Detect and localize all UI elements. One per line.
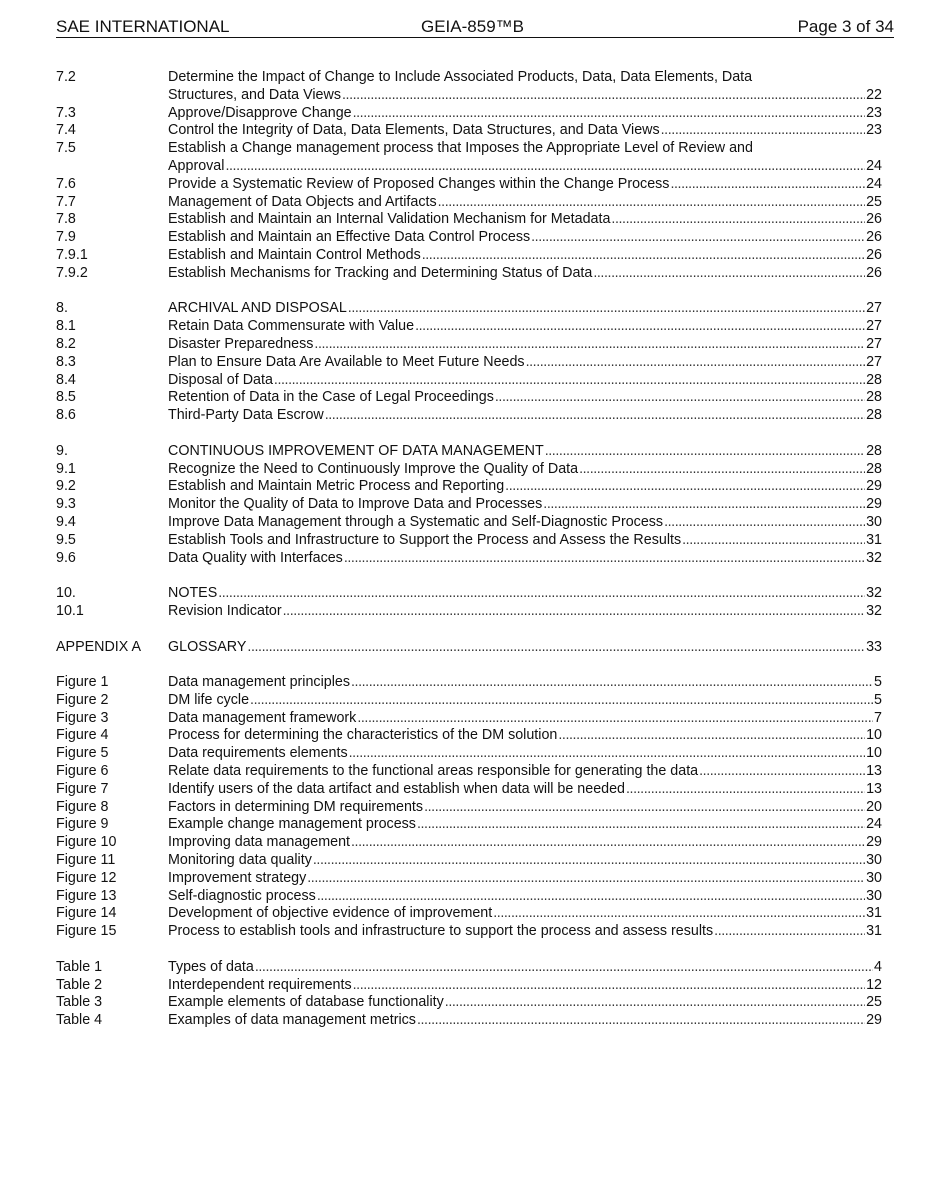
- toc-entry-title: Examples of data management metrics: [168, 1012, 416, 1029]
- dot-leader: [353, 105, 866, 123]
- toc-entry-number: Figure 1: [56, 674, 109, 691]
- toc-entry[interactable]: [56, 639, 882, 657]
- toc-entry[interactable]: [56, 443, 882, 461]
- toc-entry-title: Example elements of database functionality: [168, 994, 444, 1011]
- toc-entry-page: 28: [866, 407, 882, 424]
- toc-entry-page: 27: [866, 353, 882, 370]
- dot-leader: [670, 176, 865, 194]
- dot-leader: [307, 870, 865, 888]
- toc-entry-title: Retention of Data in the Case of Legal Proceedings: [168, 389, 494, 406]
- toc-entry-title: Determine the Impact of Change to Include Associated Products, Data, Data Elements, Data: [168, 69, 753, 85]
- toc-entry-page: 4: [874, 958, 882, 975]
- toc-section: [56, 959, 882, 1030]
- toc-entry-number: 9.: [56, 442, 68, 459]
- dot-leader: [495, 389, 865, 407]
- toc-entry-number: Table 2: [56, 976, 103, 993]
- toc-entry-page: 23: [866, 122, 882, 139]
- toc-section: [56, 69, 882, 283]
- toc-entry-page: 13: [866, 763, 882, 780]
- toc-entry-title: Data management principles: [168, 674, 350, 691]
- dot-leader: [317, 888, 865, 906]
- toc-entry-number: 8.: [56, 300, 68, 317]
- toc-entry-title: Retain Data Commensurate with Value: [168, 318, 415, 335]
- dot-leader: [351, 834, 865, 852]
- dot-leader: [351, 674, 873, 692]
- toc-entry-number: APPENDIX A: [56, 638, 142, 655]
- dot-leader: [714, 923, 865, 941]
- dot-leader: [314, 336, 865, 354]
- toc-entry-number: Figure 2: [56, 691, 109, 708]
- toc-entry-title: Establish and Maintain an Internal Validation Mechanism for Metadata: [168, 211, 611, 228]
- toc-entry[interactable]: [56, 852, 882, 870]
- toc-entry[interactable]: [56, 585, 882, 603]
- toc-entry[interactable]: [56, 407, 882, 425]
- toc-entry-title: Improve Data Management through a Systematic and Self-Diagnostic Process: [168, 513, 664, 530]
- toc-entry-page: 31: [866, 923, 882, 940]
- toc-section: [56, 639, 882, 657]
- toc-entry-title: Relate data requirements to the functional areas responsible for generating the data: [168, 763, 699, 780]
- toc-entry[interactable]: [56, 674, 882, 692]
- toc-entry-title: Data management framework: [168, 709, 357, 726]
- toc-entry-number: Figure 15: [56, 923, 117, 940]
- toc-entry[interactable]: [56, 229, 882, 247]
- toc-entry-title: Example change management process: [168, 816, 416, 833]
- toc-entry-number: 10.: [56, 585, 76, 602]
- toc-entry[interactable]: [56, 194, 882, 212]
- toc-entry-page: 26: [866, 264, 882, 281]
- dot-leader: [531, 229, 865, 247]
- toc-entry-title: Interdependent requirements: [168, 976, 352, 993]
- toc-entry-title: Improvement strategy: [168, 869, 307, 886]
- toc-entry-number: Figure 8: [56, 798, 109, 815]
- table-of-contents: [56, 69, 882, 1048]
- toc-entry-number: 9.5: [56, 531, 76, 548]
- toc-entry-page: 29: [866, 834, 882, 851]
- toc-entry[interactable]: [56, 122, 882, 140]
- toc-entry-title: Revision Indicator: [168, 602, 282, 619]
- toc-entry[interactable]: [56, 140, 882, 176]
- dot-leader: [664, 514, 865, 532]
- toc-entry-page: 30: [866, 887, 882, 904]
- dot-leader: [699, 763, 865, 781]
- dot-leader: [357, 710, 873, 728]
- dot-leader: [415, 318, 865, 336]
- toc-entry[interactable]: [56, 354, 882, 372]
- toc-entry-number: 7.8: [56, 211, 76, 228]
- dot-leader: [313, 852, 865, 870]
- dot-leader: [626, 781, 865, 799]
- toc-entry-number: 7.2: [56, 69, 76, 85]
- toc-entry-number: Figure 6: [56, 763, 109, 780]
- toc-entry[interactable]: [56, 105, 882, 123]
- toc-entry-page: 32: [866, 585, 882, 602]
- toc-entry-number: 7.6: [56, 175, 76, 192]
- toc-entry-title: Third-Party Data Escrow: [168, 407, 324, 424]
- toc-entry-number: 10.1: [56, 602, 84, 619]
- toc-entry-title: Control the Integrity of Data, Data Elements, Data Structures, and Data Views: [168, 122, 660, 139]
- toc-entry[interactable]: [56, 781, 882, 799]
- toc-entry-page: 32: [866, 549, 882, 566]
- toc-entry-title: DM life cycle: [168, 691, 250, 708]
- toc-entry-number: 8.4: [56, 371, 76, 388]
- dot-leader: [225, 158, 865, 176]
- toc-entry-page: 31: [866, 905, 882, 922]
- toc-entry-title: Structures, and Data Views: [168, 86, 341, 103]
- toc-entry-title: Establish Mechanisms for Tracking and Determining Status of Data: [168, 264, 593, 281]
- toc-entry-title: Data Quality with Interfaces: [168, 549, 343, 566]
- toc-entry-page: 5: [874, 691, 882, 708]
- toc-entry-number: Figure 3: [56, 709, 109, 726]
- page-number: Page 3 of 34: [797, 17, 894, 36]
- dot-leader: [349, 745, 866, 763]
- toc-entry-title: CONTINUOUS IMPROVEMENT OF DATA MANAGEMENT: [168, 442, 544, 459]
- toc-entry-number: 9.1: [56, 460, 76, 477]
- toc-entry-title: Types of data: [168, 958, 254, 975]
- toc-entry-title: Process for determining the characteristics of the DM solution: [168, 727, 558, 744]
- toc-entry[interactable]: [56, 603, 882, 621]
- toc-entry-page: 26: [866, 229, 882, 246]
- toc-entry-page: 28: [866, 389, 882, 406]
- dot-leader: [593, 265, 865, 283]
- document-id: GEIA-859™B: [421, 17, 524, 36]
- toc-entry-number: 7.4: [56, 122, 76, 139]
- toc-entry-page: 5: [874, 674, 882, 691]
- toc-entry-title: Establish a Change management process that Imposes the Appropriate Level of Review and: [168, 140, 753, 157]
- toc-entry-page: 31: [866, 531, 882, 548]
- toc-entry-title: ARCHIVAL AND DISPOSAL: [168, 300, 347, 317]
- dot-leader: [558, 727, 865, 745]
- toc-entry[interactable]: [56, 870, 882, 888]
- toc-entry[interactable]: [56, 265, 882, 283]
- toc-entry[interactable]: [56, 211, 882, 229]
- toc-entry-page: 7: [874, 709, 882, 726]
- toc-entry-title: Disposal of Data: [168, 371, 273, 388]
- toc-entry-page: 30: [866, 852, 882, 869]
- toc-entry-page: 28: [866, 371, 882, 388]
- toc-entry-page: 27: [866, 300, 882, 317]
- toc-entry-number: Figure 5: [56, 745, 109, 762]
- toc-entry-page: 22: [866, 86, 882, 103]
- toc-entry-page: 30: [866, 869, 882, 886]
- dot-leader: [493, 905, 865, 923]
- toc-entry-number: 9.2: [56, 478, 76, 495]
- toc-entry-number: 8.5: [56, 389, 76, 406]
- dot-leader: [255, 959, 873, 977]
- toc-entry[interactable]: [56, 977, 882, 995]
- toc-entry[interactable]: [56, 176, 882, 194]
- toc-entry-number: 9.3: [56, 496, 76, 513]
- dot-leader: [274, 372, 865, 390]
- toc-entry-number: 8.2: [56, 335, 76, 352]
- toc-entry-number: Figure 10: [56, 834, 117, 851]
- dot-leader: [417, 816, 865, 834]
- toc-entry[interactable]: [56, 923, 882, 941]
- toc-entry-page: 26: [866, 246, 882, 263]
- toc-section: [56, 674, 882, 941]
- toc-entry[interactable]: [56, 745, 882, 763]
- toc-entry-number: 7.9.2: [56, 264, 88, 281]
- dot-leader: [342, 87, 865, 105]
- dot-leader: [247, 639, 865, 657]
- page-header: [56, 16, 894, 38]
- toc-entry-page: 32: [866, 602, 882, 619]
- toc-entry-title: Disaster Preparedness: [168, 335, 314, 352]
- toc-entry[interactable]: [56, 959, 882, 977]
- toc-entry-page: 25: [866, 193, 882, 210]
- toc-entry[interactable]: [56, 69, 882, 105]
- toc-entry-title: Approve/Disapprove Change: [168, 104, 352, 121]
- toc-entry-page: 24: [866, 816, 882, 833]
- toc-entry-title: Monitoring data quality: [168, 852, 312, 869]
- toc-entry-page: 29: [866, 496, 882, 513]
- toc-entry-page: 29: [866, 1012, 882, 1029]
- toc-entry[interactable]: [56, 816, 882, 834]
- toc-section: [56, 585, 882, 621]
- toc-entry-number: Figure 13: [56, 887, 117, 904]
- toc-entry-number: 7.9.1: [56, 246, 88, 263]
- toc-entry-page: 10: [866, 727, 882, 744]
- toc-entry-number: Table 4: [56, 1012, 103, 1029]
- dot-leader: [611, 211, 865, 229]
- toc-entry-title: Plan to Ensure Data Are Available to Meet Future Needs: [168, 353, 525, 370]
- dot-leader: [344, 550, 865, 568]
- dot-leader: [218, 585, 865, 603]
- toc-entry-title: Establish Tools and Infrastructure to Support the Process and Assess the Results: [168, 531, 682, 548]
- toc-entry[interactable]: [56, 461, 882, 479]
- toc-entry-title: Establish and Maintain an Effective Data Control Process: [168, 229, 531, 246]
- dot-leader: [325, 407, 865, 425]
- toc-entry[interactable]: [56, 389, 882, 407]
- toc-entry-page: 28: [866, 442, 882, 459]
- toc-entry-number: 8.6: [56, 407, 76, 424]
- toc-entry-number: Figure 12: [56, 869, 117, 886]
- dot-leader: [445, 994, 865, 1012]
- toc-entry-title: Provide a Systematic Review of Proposed Changes within the Change Process: [168, 175, 670, 192]
- toc-entry-title: Improving data management: [168, 834, 350, 851]
- toc-entry-page: 12: [866, 976, 882, 993]
- toc-entry-page: 27: [866, 318, 882, 335]
- toc-entry[interactable]: [56, 247, 882, 265]
- toc-entry-page: 27: [866, 335, 882, 352]
- toc-entry-number: Figure 4: [56, 727, 109, 744]
- dot-leader: [283, 603, 865, 621]
- toc-entry[interactable]: [56, 692, 882, 710]
- toc-entry-page: 28: [866, 460, 882, 477]
- toc-entry-page: 13: [866, 780, 882, 797]
- toc-entry-number: Table 1: [56, 958, 103, 975]
- toc-entry[interactable]: [56, 532, 882, 550]
- toc-entry[interactable]: [56, 550, 882, 568]
- toc-entry-title: Development of objective evidence of improvement: [168, 905, 493, 922]
- toc-entry[interactable]: [56, 888, 882, 906]
- toc-entry[interactable]: [56, 905, 882, 923]
- toc-entry-number: 7.3: [56, 104, 76, 121]
- dot-leader: [417, 1012, 865, 1030]
- dot-leader: [661, 122, 865, 140]
- toc-entry-title: Establish and Maintain Control Methods: [168, 246, 421, 263]
- toc-entry-number: 9.4: [56, 513, 76, 530]
- toc-entry[interactable]: [56, 336, 882, 354]
- toc-entry[interactable]: [56, 799, 882, 817]
- toc-entry-title: Recognize the Need to Continuously Improve the Quality of Data: [168, 460, 579, 477]
- toc-entry[interactable]: [56, 300, 882, 318]
- toc-entry-title: Data requirements elements: [168, 745, 348, 762]
- toc-entry-page: 10: [866, 745, 882, 762]
- toc-entry-number: 8.1: [56, 318, 76, 335]
- toc-entry-page: 33: [866, 638, 882, 655]
- organization-name: SAE INTERNATIONAL: [56, 17, 230, 36]
- toc-entry-number: 8.3: [56, 353, 76, 370]
- toc-entry[interactable]: [56, 994, 882, 1012]
- toc-entry-title: Identify users of the data artifact and establish when data will be needed: [168, 780, 625, 797]
- toc-entry[interactable]: [56, 318, 882, 336]
- dot-leader: [353, 977, 865, 995]
- dot-leader: [438, 194, 865, 212]
- toc-entry-title: Self-diagnostic process: [168, 887, 316, 904]
- toc-entry[interactable]: [56, 763, 882, 781]
- toc-entry[interactable]: [56, 372, 882, 390]
- dot-leader: [505, 478, 865, 496]
- toc-entry-title: Factors in determining DM requirements: [168, 798, 424, 815]
- dot-leader: [543, 496, 865, 514]
- toc-entry-title: Approval: [168, 157, 225, 174]
- toc-entry-page: 23: [866, 104, 882, 121]
- toc-entry-page: 29: [866, 478, 882, 495]
- toc-entry-number: Figure 11: [56, 852, 116, 869]
- toc-entry-title: Establish and Maintain Metric Process and Reporting: [168, 478, 505, 495]
- toc-section: [56, 300, 882, 425]
- toc-entry[interactable]: [56, 496, 882, 514]
- dot-leader: [348, 300, 865, 318]
- toc-entry-title: Process to establish tools and infrastructure to support the process and assess results: [168, 923, 714, 940]
- toc-entry-number: 7.9: [56, 229, 76, 246]
- toc-entry[interactable]: [56, 727, 882, 745]
- toc-entry-page: 25: [866, 994, 882, 1011]
- toc-entry-page: 26: [866, 211, 882, 228]
- toc-entry-number: Table 3: [56, 994, 103, 1011]
- toc-entry-page: 20: [866, 798, 882, 815]
- toc-entry[interactable]: [56, 1012, 882, 1030]
- toc-entry-number: 9.6: [56, 549, 76, 566]
- toc-entry[interactable]: [56, 514, 882, 532]
- dot-leader: [545, 443, 865, 461]
- toc-entry-number: 7.7: [56, 193, 76, 210]
- dot-leader: [422, 247, 865, 265]
- toc-entry-title: Monitor the Quality of Data to Improve Data and Processes: [168, 496, 543, 513]
- toc-entry-title: Management of Data Objects and Artifacts: [168, 193, 437, 210]
- toc-entry[interactable]: [56, 478, 882, 496]
- dot-leader: [250, 692, 873, 710]
- dot-leader: [682, 532, 865, 550]
- toc-entry[interactable]: [56, 710, 882, 728]
- toc-entry-number: 7.5: [56, 140, 76, 157]
- toc-entry-number: Figure 7: [56, 780, 109, 797]
- toc-section: [56, 443, 882, 568]
- toc-entry-title: NOTES: [168, 585, 218, 602]
- toc-entry-number: Figure 14: [56, 905, 117, 922]
- dot-leader: [526, 354, 866, 372]
- toc-entry-page: 30: [866, 513, 882, 530]
- toc-entry-number: Figure 9: [56, 816, 109, 833]
- toc-entry[interactable]: [56, 834, 882, 852]
- toc-entry-page: 24: [866, 157, 882, 174]
- dot-leader: [579, 461, 865, 479]
- toc-entry-title: GLOSSARY: [168, 638, 247, 655]
- toc-entry-page: 24: [866, 175, 882, 192]
- dot-leader: [424, 799, 865, 817]
